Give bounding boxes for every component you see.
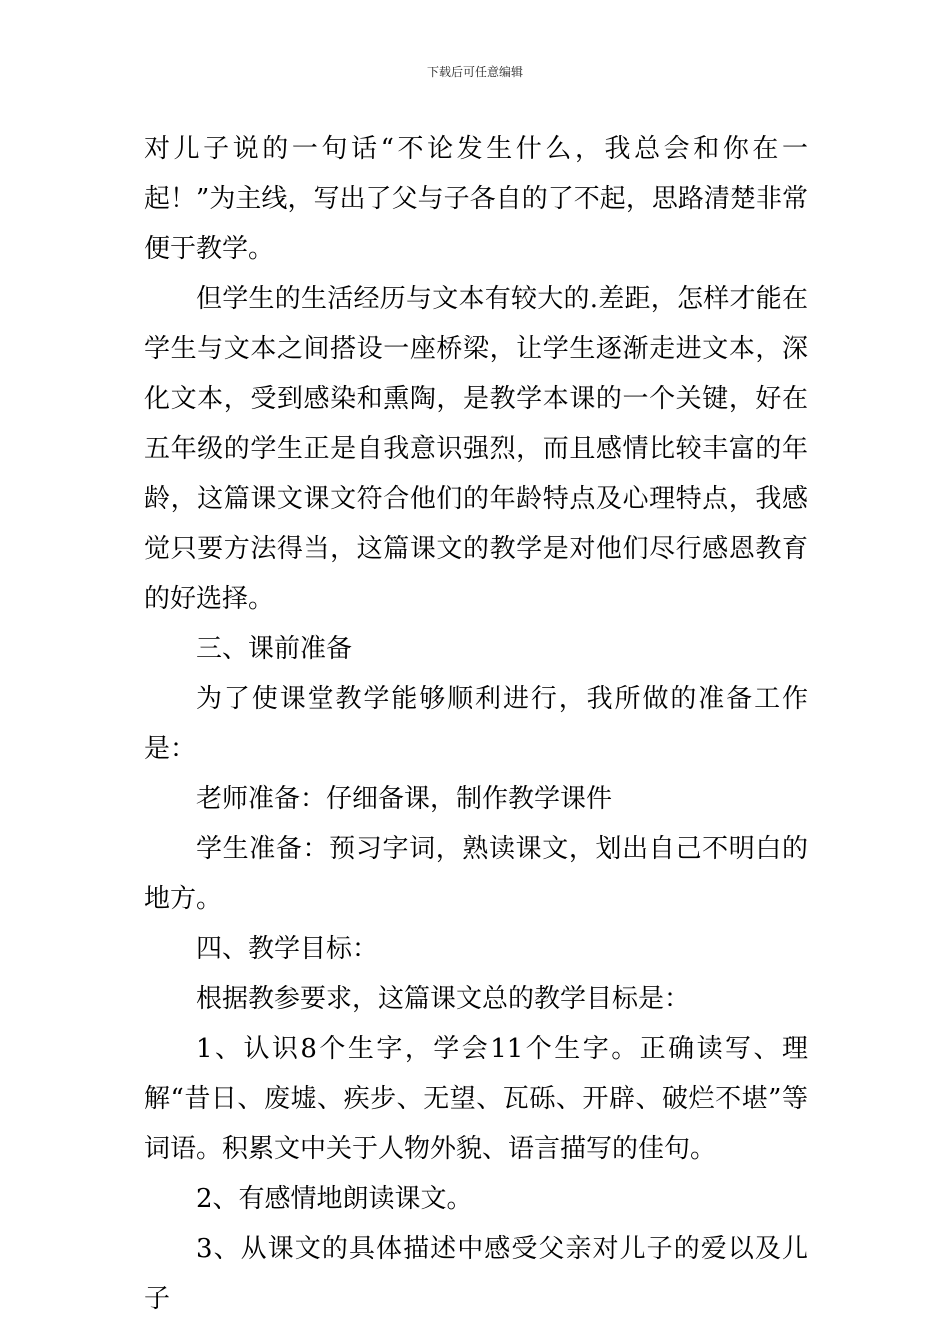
paragraph-teacher-prep: 老师准备：仔细备课，制作教学课件 (196, 784, 613, 814)
section-heading-goals: 四、教学目标： (196, 934, 379, 964)
document-body (144, 124, 808, 1324)
paragraph-preparation-intro: 为了使课堂教学能够顺利进行，我所做的准备工作是： (144, 684, 808, 764)
goal-item-2: 2、有感情地朗读课文。 (196, 1184, 473, 1214)
page-header: 下载后可任意编辑 (426, 65, 523, 79)
section-heading-preparation: 三、课前准备 (196, 634, 353, 664)
goal-item-3: 3、从课文的具体描述中感受父亲对儿子的爱以及儿子 (144, 1234, 808, 1314)
paragraph-student-prep: 学生准备：预习字词，熟读课文，划出自己不明白的地方。 (144, 834, 808, 914)
paragraph-student-gap: 但学生的生活经历与文本有较大的.差距，怎样才能在学生与文本之间搭设一座桥梁，让学生逐渐走进文本，深化文本，受到感染和熏陶，是教学本课的一个关键，好在五年级的学生正是自我意识强烈，而且感情比较丰富的年龄，这篇课文课文符合他们的年龄特点及心理特点，我感觉只要方法得当，这篇课文的教学是对他们尽行感恩教育的好选择。 (144, 284, 808, 614)
paragraph-continuation: 对儿子说的一句话“不论发生什么，我总会和你在一起！”为主线，写出了父与子各自的了不起，思路清楚非常便于教学。 (144, 134, 808, 264)
goal-item-1: 1、认识8个生字，学会11个生字。正确读写、理解“昔日、废墟、疾步、无望、瓦砾、开辟、破烂不堪”等词语。积累文中关于人物外貌、语言描写的佳句。 (144, 1034, 808, 1164)
paragraph-goals-intro: 根据教参要求，这篇课文总的教学目标是： (196, 984, 691, 1014)
